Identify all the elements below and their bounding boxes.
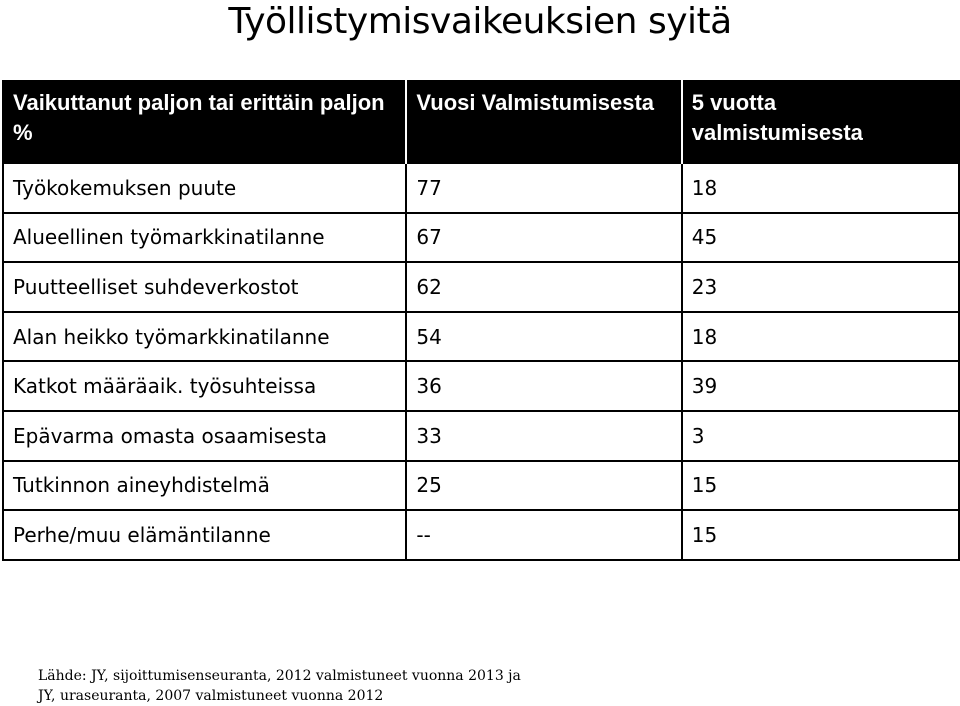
table-row [3,213,959,263]
table-row [3,461,959,511]
reason-cell: Epävarma omasta osaamisesta [3,411,406,461]
one-year-value: 77 [406,163,681,213]
reason-cell: Alueellinen työmarkkinatilanne [3,213,406,263]
reason-cell: Katkot määräaik. työsuhteissa [3,361,406,411]
reason-cell: Alan heikko työmarkkinatilanne [3,312,406,362]
five-year-value: 23 [682,262,959,312]
table-header-row [3,80,959,163]
reason-cell: Tutkinnon aineyhdistelmä [3,461,406,511]
one-year-value: -- [406,510,681,560]
five-year-value: 18 [682,312,959,362]
header-reason: Vaikuttanut paljon tai erittäin paljon % [3,80,406,163]
source-note [38,666,521,706]
table-row [3,510,959,560]
one-year-value: 33 [406,411,681,461]
source-line-2: JY, uraseuranta, 2007 valmistuneet vuonna 2012 [38,688,384,704]
header-one-year: Vuosi Valmistumisesta [406,80,681,163]
reason-cell: Perhe/muu elämäntilanne [3,510,406,560]
one-year-value: 67 [406,213,681,263]
one-year-value: 25 [406,461,681,511]
page-title: Työllistymisvaikeuksien syitä [228,1,732,42]
causes-table [2,80,960,561]
table-row [3,312,959,362]
five-year-value: 18 [682,163,959,213]
table-row [3,411,959,461]
five-year-value: 45 [682,213,959,263]
one-year-value: 54 [406,312,681,362]
source-line-1: Lähde: JY, sijoittumisenseuranta, 2012 valmistuneet vuonna 2013 ja [38,668,521,684]
table-row [3,163,959,213]
five-year-value: 15 [682,461,959,511]
table-row [3,262,959,312]
header-five-years: 5 vuotta valmistumisesta [682,80,959,163]
five-year-value: 3 [682,411,959,461]
one-year-value: 36 [406,361,681,411]
table-row [3,361,959,411]
five-year-value: 15 [682,510,959,560]
reason-cell: Työkokemuksen puute [3,163,406,213]
reason-cell: Puutteelliset suhdeverkostot [3,262,406,312]
five-year-value: 39 [682,361,959,411]
one-year-value: 62 [406,262,681,312]
